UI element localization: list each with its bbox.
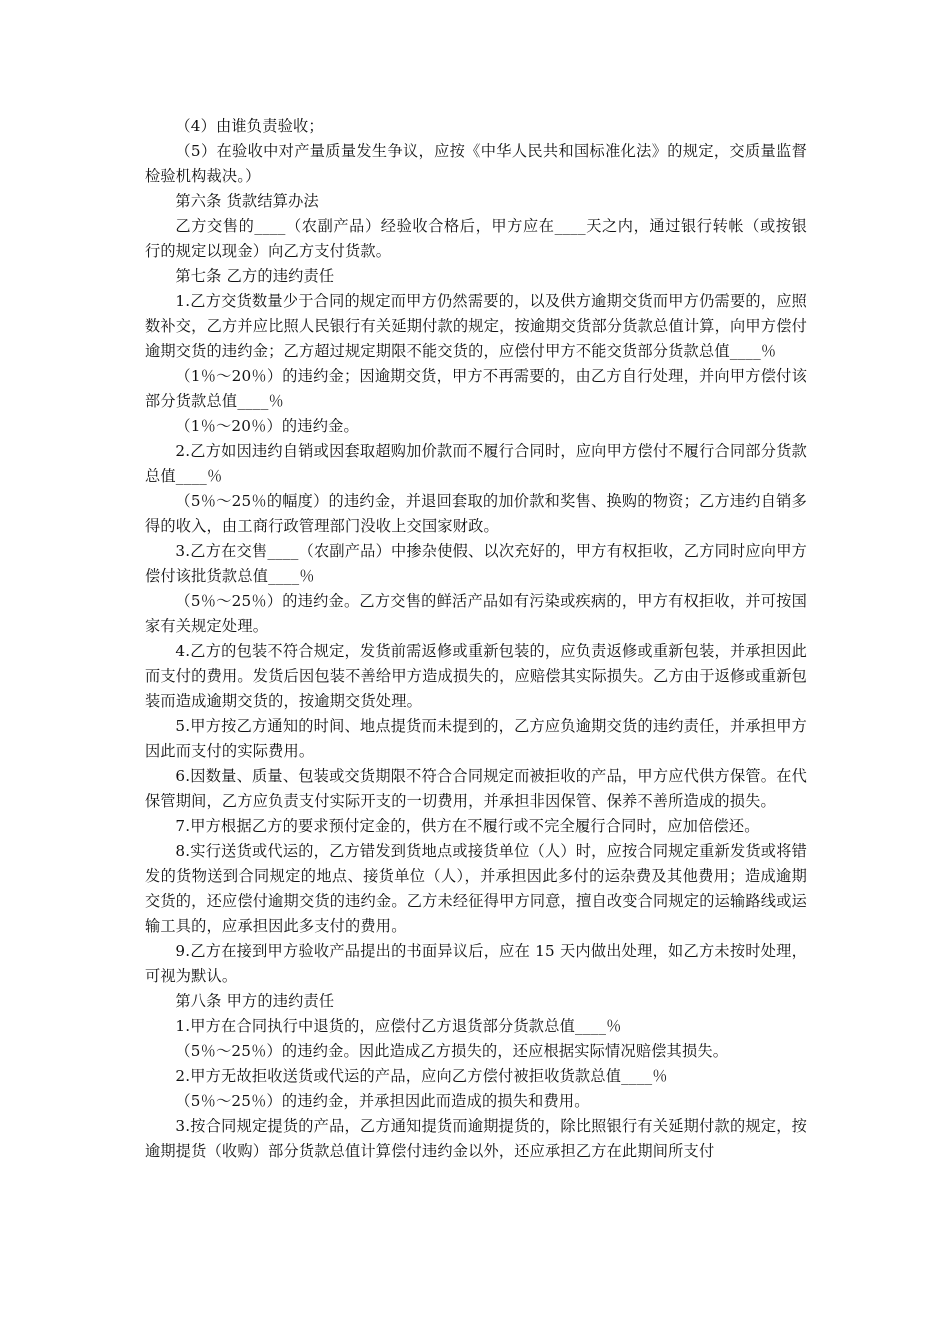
article-6-heading: 第六条 货款结算办法 xyxy=(175,192,319,210)
article-7-item-6: 6.因数量、质量、包装或交货期限不符合合同规定而被拒收的产品，甲方应代供方保管。在代保管期间，乙方应负责支付实际开支的一切费用，并承担非因保管、保养不善所造成的损失。 xyxy=(145,767,807,810)
article-8-item-1-cont: （5％～25％）的违约金。因此造成乙方损失的，还应根据实际情况赔偿其损失。 xyxy=(175,1042,729,1060)
article-7-item-2-cont: （5％～25％的幅度）的违约金，并退回套取的加价款和奖售、换购的物资；乙方违约自销多得的收入，由工商行政管理部门没收上交国家财政。 xyxy=(145,492,807,535)
article-8-heading: 第八条 甲方的违约责任 xyxy=(175,992,335,1010)
article-7-item-1-cont-b: （1％～20％）的违约金。 xyxy=(175,417,359,435)
article-7-heading: 第七条 乙方的违约责任 xyxy=(175,267,335,285)
article-6-text: 乙方交售的____（农副产品）经验收合格后，甲方应在____天之内，通过银行转帐（或按银行的规定以现金）向乙方支付货款。 xyxy=(145,217,807,260)
article-7-item-4: 4.乙方的包装不符合规定，发货前需返修或重新包装的，应负责返修或重新包装，并承担因此而支付的费用。发货后因包装不善给甲方造成损失的，应赔偿其实际损失。乙方由于返修或重新包装而造成逾期交货的，按逾期交货处理。 xyxy=(145,642,807,710)
article-7-item-1-cont-a: （1％～20％）的违约金；因逾期交货，甲方不再需要的，由乙方自行处理，并向甲方偿付该部分货款总值____％ xyxy=(145,367,807,410)
article-7-item-3-cont: （5％～25％）的违约金。乙方交售的鲜活产品如有污染或疾病的，甲方有权拒收，并可按国家有关规定处理。 xyxy=(145,592,807,635)
article-7-item-5: 5.甲方按乙方通知的时间、地点提货而未提到的，乙方应负逾期交货的违约责任，并承担甲方因此而支付的实际费用。 xyxy=(145,717,807,760)
article-8-item-2: 2.甲方无故拒收送货或代运的产品，应向乙方偿付被拒收货款总值____％ xyxy=(175,1067,668,1085)
article-7-item-2: 2.乙方如因违约自销或因套取超购加价款而不履行合同时，应向甲方偿付不履行合同部分货款总值____％ xyxy=(145,442,807,485)
clause-item-4: （4）由谁负责验收； xyxy=(175,117,324,135)
article-7-item-8: 8.实行送货或代运的，乙方错发到货地点或接货单位（人）时，应按合同规定重新发货或将错发的货物送到合同规定的地点、接货单位（人），并承担因此多付的运杂费及其他费用；造成逾期交货的，还应偿付逾期交货的违约金。乙方未经征得甲方同意，擅自改变合同规定的运输路线或运输工具的，应承担因此多支付的费用。 xyxy=(145,842,807,935)
article-8-item-2-cont: （5％～25％）的违约金，并承担因此而造成的损失和费用。 xyxy=(175,1092,590,1110)
article-7-item-3: 3.乙方在交售____（农副产品）中掺杂使假、以次充好的，甲方有权拒收，乙方同时应向甲方偿付该批货款总值____％ xyxy=(145,542,807,585)
article-7-item-9: 9.乙方在接到甲方验收产品提出的书面异议后，应在 15 天内做出处理，如乙方未按时处理，可视为默认。 xyxy=(145,942,807,985)
document-page xyxy=(145,114,807,1164)
article-8-item-3: 3.按合同规定提货的产品，乙方通知提货而逾期提货的，除比照银行有关延期付款的规定，按逾期提货（收购）部分货款总值计算偿付违约金以外，还应承担乙方在此期间所支付 xyxy=(145,1117,807,1160)
clause-item-5: （5）在验收中对产量质量发生争议，应按《中华人民共和国标准化法》的规定，交质量监督检验机构裁决。） xyxy=(145,142,807,185)
article-7-item-7: 7.甲方根据乙方的要求预付定金的，供方在不履行或不完全履行合同时，应加倍偿还。 xyxy=(175,817,760,835)
article-8-item-1: 1.甲方在合同执行中退货的，应偿付乙方退货部分货款总值____％ xyxy=(175,1017,622,1035)
article-7-item-1: 1.乙方交货数量少于合同的规定而甲方仍然需要的，以及供方逾期交货而甲方仍需要的，应照数补交，乙方并应比照人民银行有关延期付款的规定，按逾期交货部分货款总值计算，向甲方偿付逾期交货的违约金；乙方超过规定期限不能交货的，应偿付甲方不能交货部分货款总值____％ xyxy=(145,292,807,360)
